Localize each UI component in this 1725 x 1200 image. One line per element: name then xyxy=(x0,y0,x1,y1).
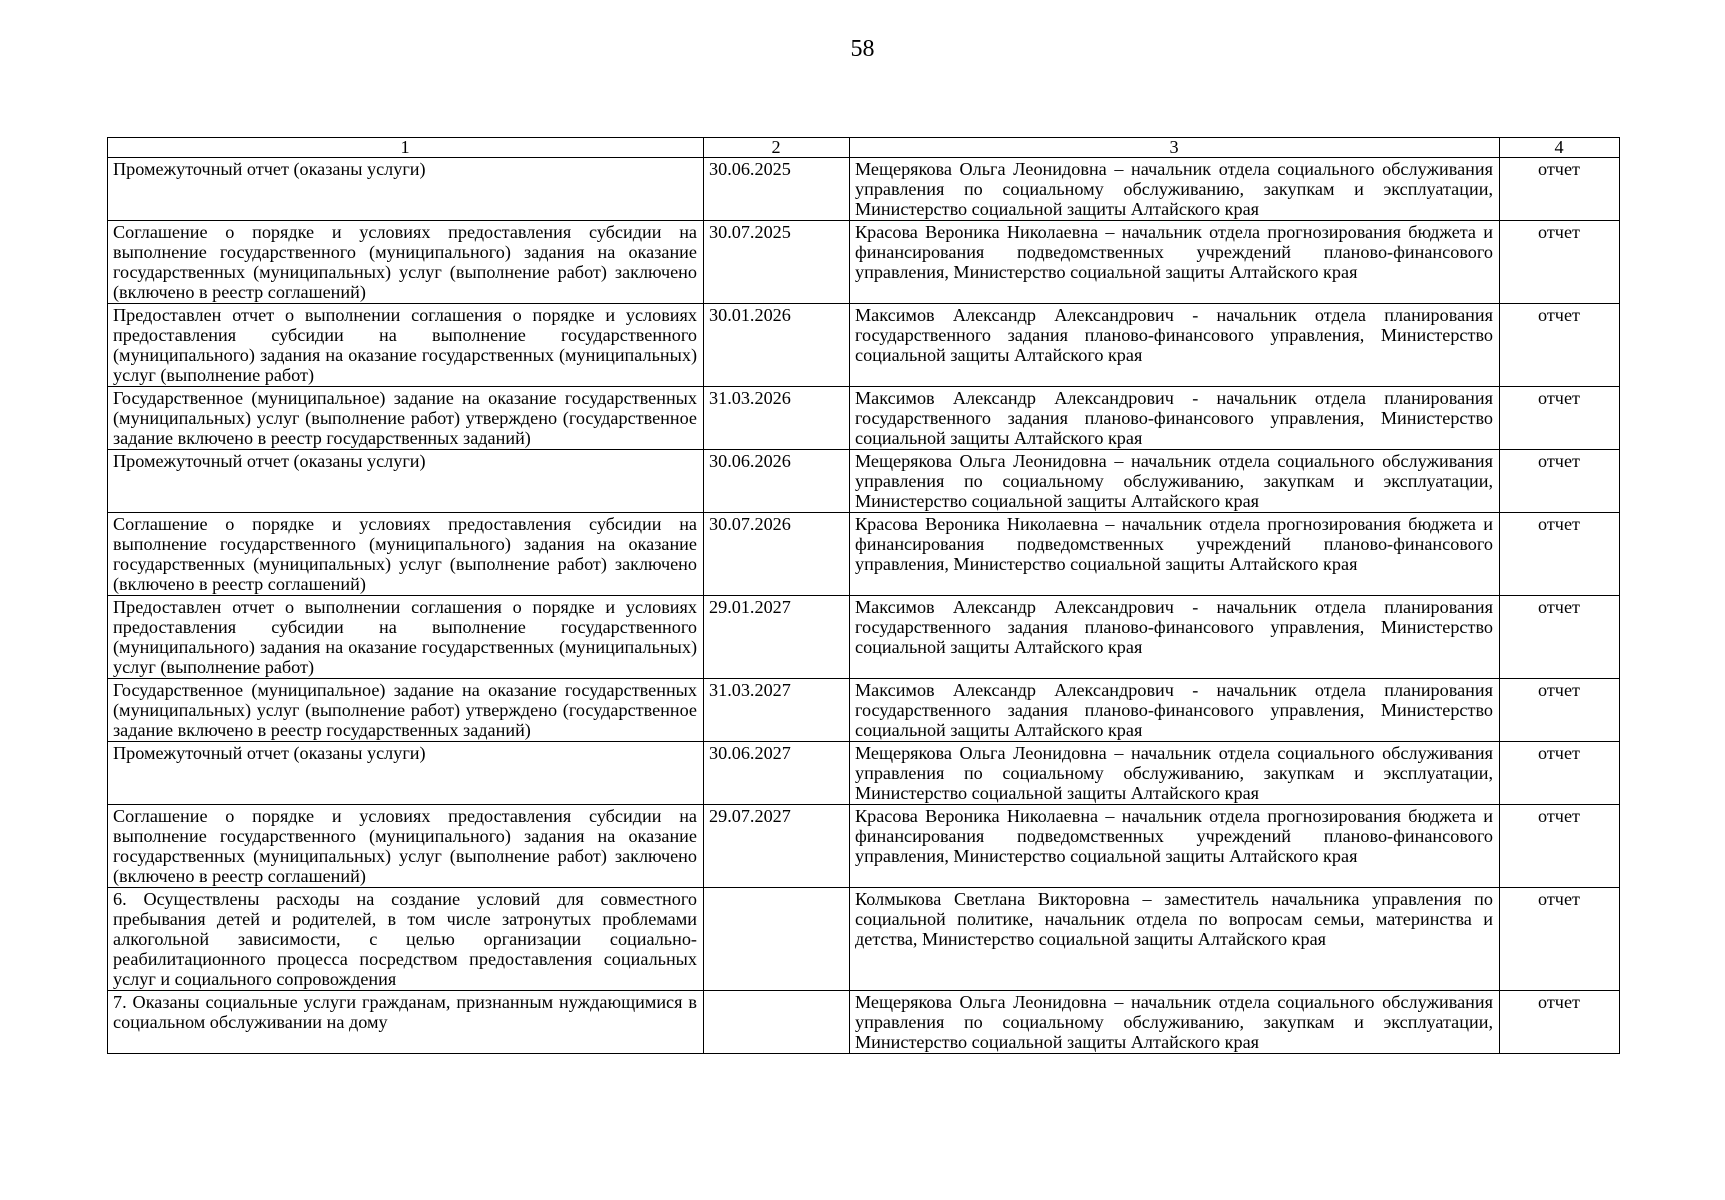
cell-responsible: Красова Вероника Николаевна – начальник отдела прогнозирования бюджета и финансирования подведомственных учреждений планово-финансового управления, Министерство социальной защиты Алтайского края xyxy=(850,513,1500,596)
cell-event: 6. Осуществлены расходы на создание условий для совместного пребывания детей и родителей, в том числе затронутых проблемами алкогольной зависимости, с целью организации социально-реабилитационного процесса посредством предоставления социальных услуг и социального сопровождения xyxy=(108,888,704,991)
cell-responsible: Мещерякова Ольга Леонидовна – начальник отдела социального обслуживания управления по социальному обслуживанию, закупкам и эксплуатации, Министерство социальной защиты Алтайского края xyxy=(850,991,1500,1054)
cell-date: 31.03.2027 xyxy=(704,679,850,742)
cell-event: Соглашение о порядке и условиях предоставления субсидии на выполнение государственного (муниципального) задания на оказание государственных (муниципальных) услуг (выполнение работ) заключено (включено в реестр соглашений) xyxy=(108,221,704,304)
table-row xyxy=(108,679,1620,742)
cell-document-type: отчет xyxy=(1500,805,1620,888)
table-row xyxy=(108,513,1620,596)
cell-responsible: Максимов Александр Александрович - начальник отдела планирования государственного задания планово-финансового управления, Министерство социальной защиты Алтайского края xyxy=(850,304,1500,387)
cell-responsible: Максимов Александр Александрович - начальник отдела планирования государственного задания планово-финансового управления, Министерство социальной защиты Алтайского края xyxy=(850,596,1500,679)
table-row xyxy=(108,742,1620,805)
cell-responsible: Мещерякова Ольга Леонидовна – начальник отдела социального обслуживания управления по социальному обслуживанию, закупкам и эксплуатации, Министерство социальной защиты Алтайского края xyxy=(850,742,1500,805)
cell-responsible: Максимов Александр Александрович - начальник отдела планирования государственного задания планово-финансового управления, Министерство социальной защиты Алтайского края xyxy=(850,387,1500,450)
header-row xyxy=(108,138,1620,158)
cell-date xyxy=(704,991,850,1054)
cell-document-type: отчет xyxy=(1500,991,1620,1054)
cell-responsible: Мещерякова Ольга Леонидовна – начальник отдела социального обслуживания управления по социальному обслуживанию, закупкам и эксплуатации, Министерство социальной защиты Алтайского края xyxy=(850,158,1500,221)
cell-event: Промежуточный отчет (оказаны услуги) xyxy=(108,450,704,513)
table-row xyxy=(108,450,1620,513)
table-row xyxy=(108,805,1620,888)
cell-document-type: отчет xyxy=(1500,513,1620,596)
cell-event: Предоставлен отчет о выполнении соглашения о порядке и условиях предоставления субсидии на выполнение государственного (муниципального) задания на оказание государственных (муниципальных) услуг (выполнение работ) xyxy=(108,304,704,387)
column-header-1: 1 xyxy=(108,138,704,158)
table-row xyxy=(108,221,1620,304)
cell-responsible: Красова Вероника Николаевна – начальник отдела прогнозирования бюджета и финансирования подведомственных учреждений планово-финансового управления, Министерство социальной защиты Алтайского края xyxy=(850,221,1500,304)
cell-responsible: Колмыкова Светлана Викторовна – заместитель начальника управления по социальной политике, начальник отдела по вопросам семьи, материнства и детства, Министерство социальной защиты Алтайского края xyxy=(850,888,1500,991)
cell-date xyxy=(704,888,850,991)
cell-document-type: отчет xyxy=(1500,742,1620,805)
cell-document-type: отчет xyxy=(1500,158,1620,221)
cell-responsible: Красова Вероника Николаевна – начальник отдела прогнозирования бюджета и финансирования подведомственных учреждений планово-финансового управления, Министерство социальной защиты Алтайского края xyxy=(850,805,1500,888)
cell-event: Соглашение о порядке и условиях предоставления субсидии на выполнение государственного (муниципального) задания на оказание государственных (муниципальных) услуг (выполнение работ) заключено (включено в реестр соглашений) xyxy=(108,805,704,888)
cell-document-type: отчет xyxy=(1500,596,1620,679)
column-header-2: 2 xyxy=(704,138,850,158)
cell-event: 7. Оказаны социальные услуги гражданам, признанным нуждающимися в социальном обслуживании на дому xyxy=(108,991,704,1054)
table-row xyxy=(108,991,1620,1054)
column-header-4: 4 xyxy=(1500,138,1620,158)
cell-document-type: отчет xyxy=(1500,304,1620,387)
table-body xyxy=(108,158,1620,1054)
cell-date: 30.06.2027 xyxy=(704,742,850,805)
cell-date: 30.01.2026 xyxy=(704,304,850,387)
cell-responsible: Мещерякова Ольга Леонидовна – начальник отдела социального обслуживания управления по социальному обслуживанию, закупкам и эксплуатации, Министерство социальной защиты Алтайского края xyxy=(850,450,1500,513)
cell-document-type: отчет xyxy=(1500,221,1620,304)
cell-date: 29.01.2027 xyxy=(704,596,850,679)
page-number: 58 xyxy=(850,36,875,62)
cell-date: 29.07.2027 xyxy=(704,805,850,888)
cell-event: Государственное (муниципальное) задание на оказание государственных (муниципальных) услуг (выполнение работ) утверждено (государственное задание включено в реестр государственных заданий) xyxy=(108,387,704,450)
cell-date: 31.03.2026 xyxy=(704,387,850,450)
control-points-table xyxy=(107,137,1620,1054)
table-row xyxy=(108,158,1620,221)
cell-document-type: отчет xyxy=(1500,387,1620,450)
cell-date: 30.07.2026 xyxy=(704,513,850,596)
table-row xyxy=(108,387,1620,450)
cell-date: 30.06.2025 xyxy=(704,158,850,221)
cell-document-type: отчет xyxy=(1500,450,1620,513)
table-row xyxy=(108,888,1620,991)
table-row xyxy=(108,304,1620,387)
cell-event: Промежуточный отчет (оказаны услуги) xyxy=(108,742,704,805)
cell-document-type: отчет xyxy=(1500,679,1620,742)
cell-event: Предоставлен отчет о выполнении соглашения о порядке и условиях предоставления субсидии на выполнение государственного (муниципального) задания на оказание государственных (муниципальных) услуг (выполнение работ) xyxy=(108,596,704,679)
cell-responsible: Максимов Александр Александрович - начальник отдела планирования государственного задания планово-финансового управления, Министерство социальной защиты Алтайского края xyxy=(850,679,1500,742)
cell-date: 30.07.2025 xyxy=(704,221,850,304)
cell-event: Промежуточный отчет (оказаны услуги) xyxy=(108,158,704,221)
cell-document-type: отчет xyxy=(1500,888,1620,991)
column-header-3: 3 xyxy=(850,138,1500,158)
cell-event: Государственное (муниципальное) задание на оказание государственных (муниципальных) услуг (выполнение работ) утверждено (государственное задание включено в реестр государственных заданий) xyxy=(108,679,704,742)
table-row xyxy=(108,596,1620,679)
cell-event: Соглашение о порядке и условиях предоставления субсидии на выполнение государственного (муниципального) задания на оказание государственных (муниципальных) услуг (выполнение работ) заключено (включено в реестр соглашений) xyxy=(108,513,704,596)
cell-date: 30.06.2026 xyxy=(704,450,850,513)
